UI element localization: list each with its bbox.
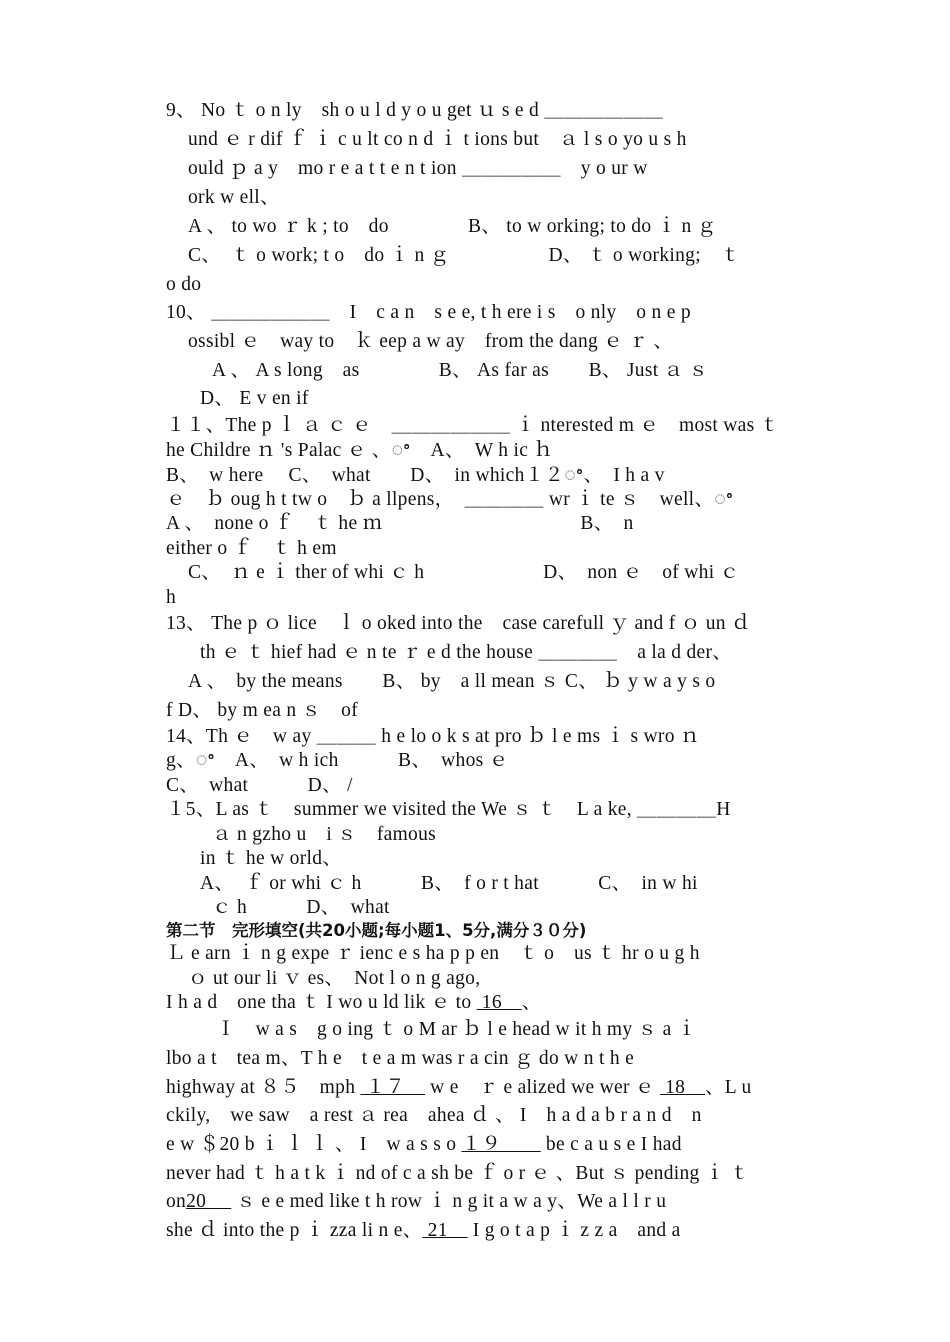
q15-option-line-2: ｃ h D、 what: [212, 897, 390, 918]
passage-text: 、L u: [705, 1077, 752, 1098]
q9-line-1: 9、 No ｔ o n ly sh o u l d y o u get ｕ s e d ＿＿＿＿＿＿: [166, 100, 664, 121]
q12-line-1: ｅ ｂ oug h t tw o ｂ a llpens， ＿＿＿＿ wr ｉ te ｓ well、ꢀ: [166, 489, 734, 510]
q9-option-line-1: A 、 to wo ｒ k ; to do B、 to w orking; to do ｉ n ｇ: [188, 216, 717, 237]
q10-line-2: ossibl ｅ way to ｋ eep a w ay from the dang ｅ ｒ 、: [188, 331, 674, 352]
passage-line-6: [166, 1074, 752, 1102]
passage-line-11: [166, 1217, 681, 1245]
passage-text: on: [166, 1191, 187, 1212]
q13-option-line-2: f D、 by m ea n ｓ of: [166, 700, 358, 721]
passage-text: be c a u s e I had: [540, 1134, 682, 1155]
q11-line-3: B、 w here C、 what D、 in which１２ꢀ、 I h a v: [166, 465, 665, 486]
blank-18: 18: [659, 1077, 705, 1098]
q15-option-line-1: A、 ｆ or whi ｃ h B、 f o r t hat C、 in w hi: [200, 873, 698, 894]
q13-option-line-1: A 、 by the means B、 by a ll mean ｓ C、 ｂ y w a y s o: [188, 671, 716, 692]
passage-text: ｓ e e med like t h row ｉ n g it a w a y、We a l l r u: [231, 1191, 667, 1212]
q9-option-line-2: C、 ｔ o work; t o do ｉ n ｇ D、 ｔ o working; ｔ: [188, 245, 741, 266]
q15-line-3: in ｔ he w orld、: [200, 848, 343, 869]
q9-line-3: ould ｐ a y mo r e a t t e n t ion ＿＿＿＿＿ y o ur w: [188, 158, 648, 179]
q10-option-line-1: A 、 A s long as B、 As far as B、 Just ａ ｓ: [212, 360, 709, 381]
q9-line-2: und ｅ r dif ｆ ｉ c u lt co n d ｉ t ions but ａ l s o yo u s h: [188, 129, 687, 150]
q12-line-2: A 、 none o ｆ ｔ he ｍ B、 n: [166, 513, 634, 534]
q15-line-1: １5、L as ｔ summer we visited the We ｓ ｔ L a ke, ＿＿＿＿H: [166, 799, 731, 820]
q11-line-2: he Childre ｎ 's Palac ｅ 、ꢀ A、 W h ic ｈ: [166, 440, 554, 461]
q12-option-line-1: C、 ｎ e ｉ ther of whi ｃ h D、 non ｅ of whi ｃ: [188, 562, 740, 583]
passage-text: w e ｒ e alized we wer ｅ: [425, 1077, 660, 1098]
passage-line-10: [166, 1188, 666, 1216]
q13-line-1: 13、 The p ｏ lice ｌ o oked into the case carefull ｙ and f ｏ un ｄ: [166, 613, 751, 634]
passage-text: she ｄ into the p ｉ zza li n e、: [166, 1220, 423, 1241]
q9-option-line-3: o do: [166, 274, 202, 295]
q11-line-1: １１、The p ｌ ａ ｃ ｅ ＿＿＿＿＿＿ ｉ nterested m ｅ most was ｔ: [166, 415, 780, 436]
blank-16: 16: [476, 992, 522, 1013]
passage-text: I h a d one tha ｔ I wo u ld lik ｅ to: [166, 992, 477, 1013]
q14-line-2: g、ꢀ A、 w h ich B、 whos ｅ: [166, 750, 509, 771]
blank-20: 20: [186, 1191, 232, 1212]
passage-text: 、: [521, 992, 542, 1013]
passage-line-9: never had ｔ h a t k ｉ nd of c a sh be ｆ o r ｅ 、But ｓ pending ｉ ｔ: [166, 1163, 750, 1184]
q10-option-line-2: D、 E v en if: [200, 388, 309, 409]
passage-text: e w ＄20 b ｉ ｌ ｌ 、 I w a s s o: [166, 1134, 462, 1155]
passage-text: highway at ８５ mph: [166, 1077, 361, 1098]
blank-19: １９: [461, 1134, 541, 1155]
q10-line-1: 10、 ＿＿＿＿＿＿ I c a n s e e, t h ere i s o nly o n e p: [166, 302, 691, 323]
blank-21: 21: [422, 1220, 468, 1241]
passage-text: I g o t a p ｉ z z a and a: [467, 1220, 681, 1241]
q14-line-3: C、 what D、 /: [166, 775, 353, 796]
passage-line-7: ckily, we saw a rest ａ rea ahea ｄ 、 I h a d a b r a n d n: [166, 1105, 702, 1126]
passage-line-4: Ｉ w a s g o ing ｔ o M ar ｂ l e head w it h my ｓ a ｉ: [216, 1019, 697, 1040]
q13-line-2: th ｅ ｔ hief had ｅ n te ｒ e d the house ＿＿＿＿ a la d der、: [200, 642, 733, 663]
passage-line-1: Ｌ e arn ｉ n g expe ｒ ienc e s ha p p en ｔ o us ｔ hr o u g h: [166, 943, 700, 964]
q12-option-line-2: h: [166, 587, 177, 608]
q14-line-1: 14、Th ｅ w ay ＿＿＿ h e lo o k s at pro ｂ l e ms ｉ s wro ｎ: [166, 726, 700, 747]
blank-17: １７: [360, 1077, 425, 1098]
section-heading: 第二节 完形填空(共20小题;每小题1、5分,满分３０分): [166, 921, 587, 940]
passage-line-2: ｏ ut our li ｖ es、 Not l o n g ago,: [188, 968, 481, 989]
passage-line-5: lbo a t tea m、T h e t e a m was r a cin ｇ do w n t h e: [166, 1048, 635, 1069]
passage-line-8: [166, 1131, 682, 1159]
q15-line-2: ａ n gzho u i ｓ famous: [212, 824, 437, 845]
q12-line-3: either o ｆ ｔ h em: [166, 538, 337, 559]
passage-line-3: [166, 989, 542, 1017]
q9-line-4: ork w ell、: [188, 187, 280, 208]
